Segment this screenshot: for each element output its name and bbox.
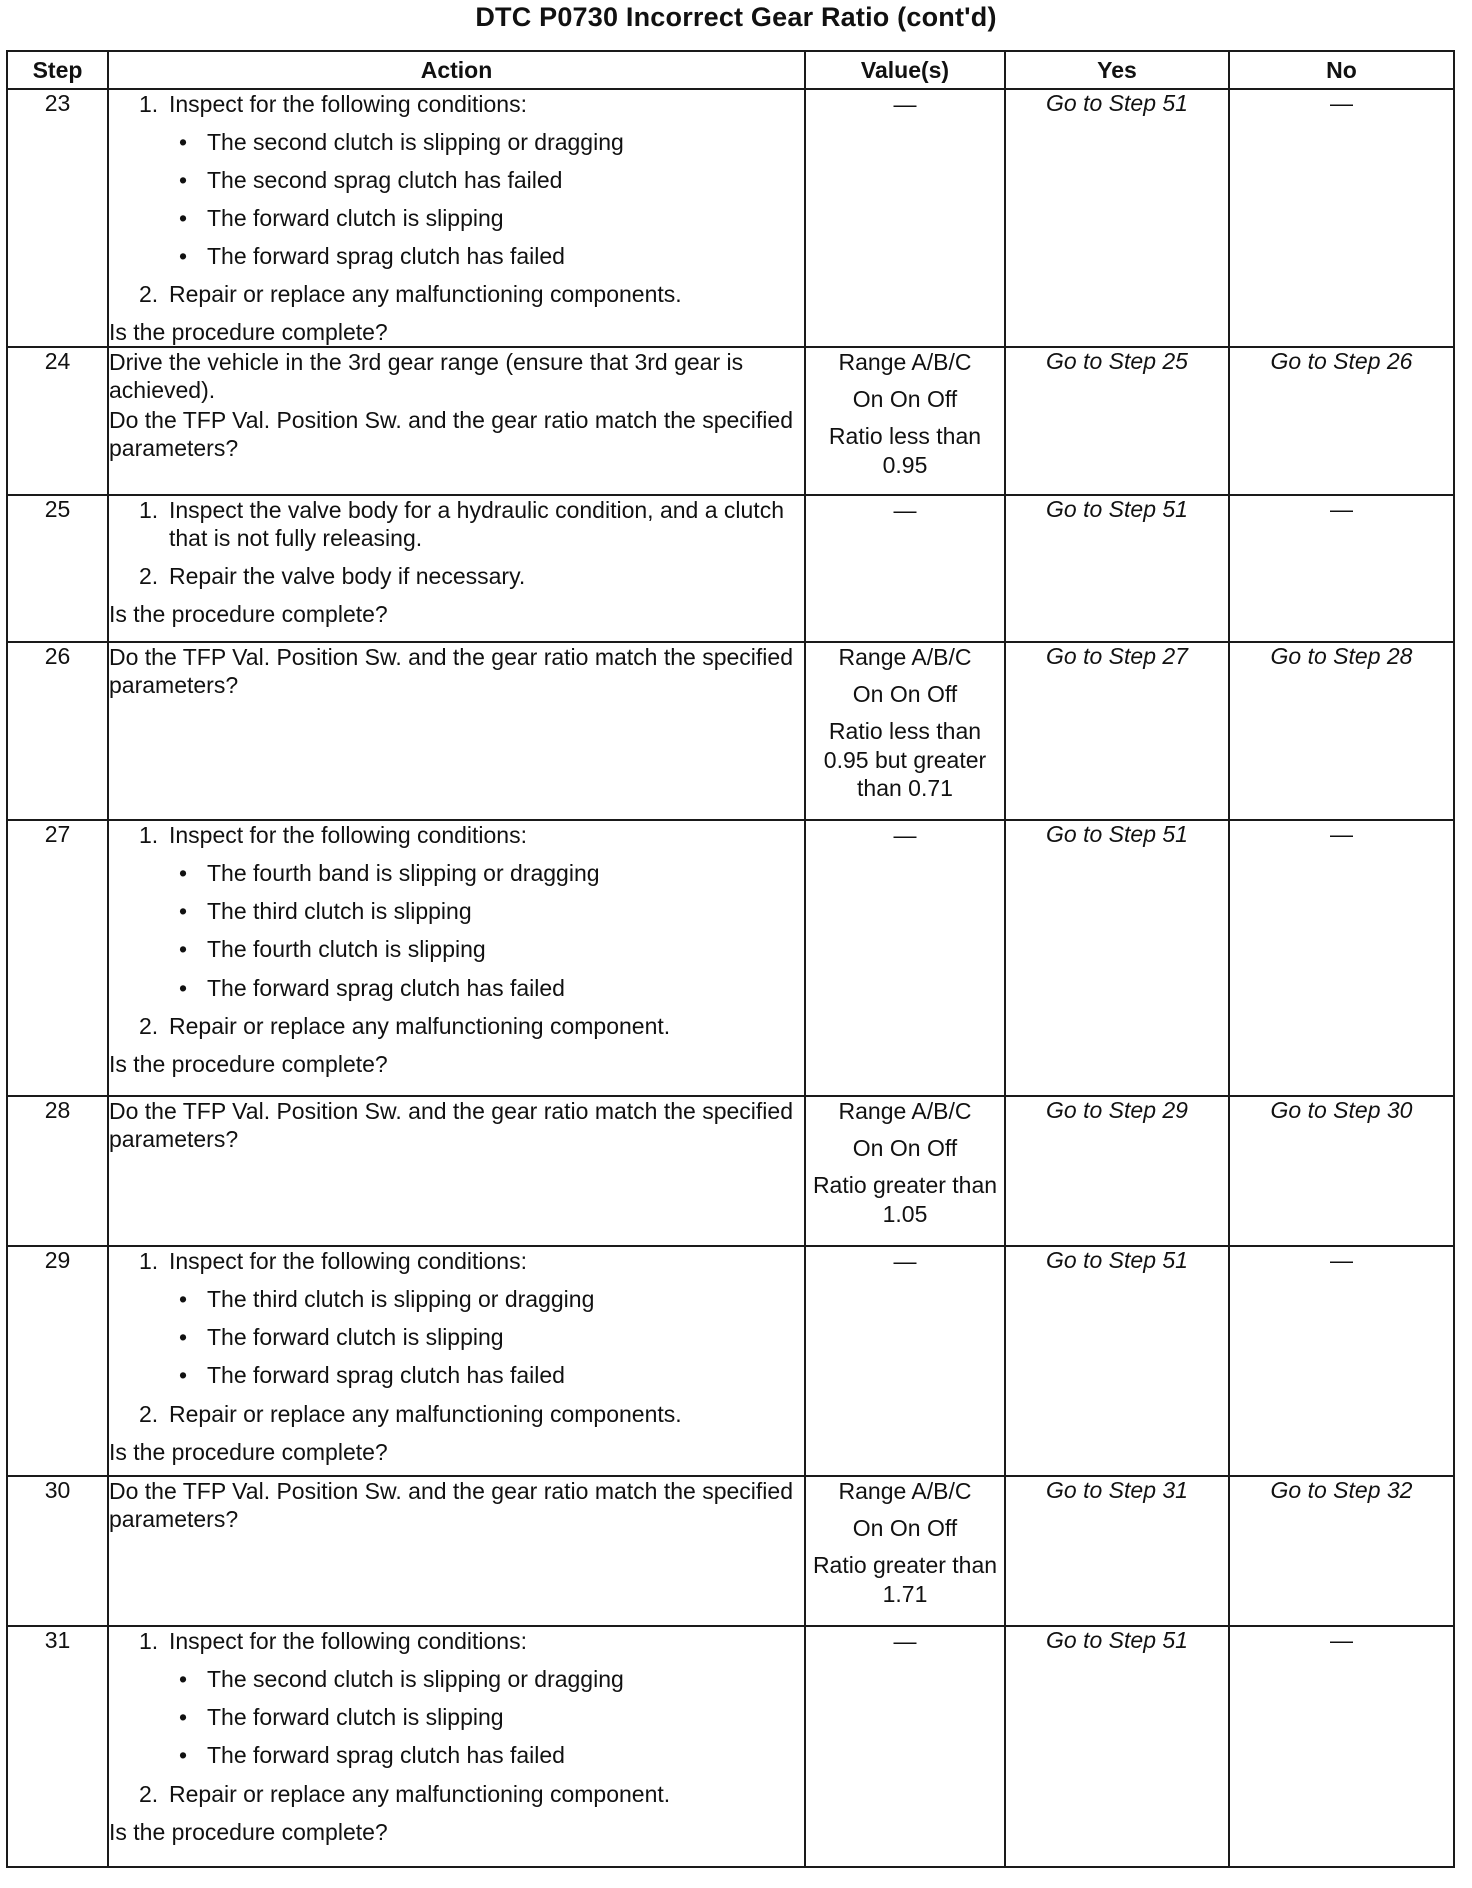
value-line: On On Off [852, 386, 958, 413]
bullet-text: The third clutch is slipping [207, 898, 472, 925]
bullet-icon: • [179, 936, 188, 963]
no-result: Go to Step 28 [1229, 642, 1454, 820]
value-line: — [893, 822, 917, 849]
yes-result: Go to Step 51 [1005, 495, 1229, 642]
bullet-item [179, 166, 804, 194]
step-number: 31 [7, 1626, 108, 1867]
table-row [7, 1476, 1454, 1626]
values-cell [805, 89, 1005, 347]
bullet-item [179, 859, 804, 887]
bullet-item [179, 1741, 804, 1769]
no-result: — [1229, 1626, 1454, 1867]
value-line: Ratio less than 0.95 [828, 422, 982, 478]
bullet-icon: • [179, 860, 188, 887]
bullet-icon: • [179, 205, 188, 232]
instruction-number: 1. [139, 91, 159, 117]
step-number: 26 [7, 642, 108, 820]
question-text: Is the procedure complete? [109, 1050, 388, 1077]
table-row [7, 347, 1454, 495]
step-number: 27 [7, 820, 108, 1096]
bullet-item [179, 1285, 804, 1313]
numbered-instruction [139, 1400, 804, 1428]
action-cell [108, 642, 805, 820]
bullet-icon: • [179, 1324, 188, 1351]
step-number: 28 [7, 1096, 108, 1246]
no-result: Go to Step 32 [1229, 1476, 1454, 1626]
question-text: Is the procedure complete? [109, 601, 388, 628]
instruction-text: Repair the valve body if necessary. [169, 563, 526, 590]
yes-result: Go to Step 51 [1005, 89, 1229, 347]
instruction-number: 2. [139, 563, 159, 590]
values-cell [805, 347, 1005, 495]
bullet-icon: • [179, 243, 188, 270]
bullet-text: The forward clutch is slipping [207, 1704, 504, 1731]
numbered-instruction [139, 1247, 804, 1275]
instruction-number: 2. [139, 281, 159, 308]
action-text: Do the TFP Val. Position Sw. and the gear ratio match the specified parameters? [109, 644, 793, 699]
value-line: Ratio greater than 1.71 [812, 1551, 998, 1607]
yes-result: Go to Step 29 [1005, 1096, 1229, 1246]
question-text: Is the procedure complete? [109, 1438, 388, 1465]
header-no: No [1229, 51, 1454, 89]
value-line: — [893, 1248, 917, 1275]
values-cell [805, 1626, 1005, 1867]
instruction-number: 1. [139, 822, 159, 849]
action-cell [108, 820, 805, 1096]
bullet-text: The forward sprag clutch has failed [207, 1742, 565, 1769]
instruction-text: Repair or replace any malfunctioning component. [169, 1780, 671, 1807]
action-cell [108, 89, 805, 347]
values-cell [805, 495, 1005, 642]
instruction-text: Inspect the valve body for a hydraulic condition, and a clutch that is not fully releasing. [169, 497, 784, 552]
numbered-instruction [139, 496, 804, 552]
instruction-number: 2. [139, 1012, 159, 1039]
yes-result: Go to Step 51 [1005, 1626, 1229, 1867]
table-row [7, 495, 1454, 642]
bullet-icon: • [179, 1666, 188, 1693]
yes-result: Go to Step 51 [1005, 1246, 1229, 1476]
question-text: Is the procedure complete? [109, 319, 388, 346]
header-action: Action [108, 51, 805, 89]
instruction-text: Inspect for the following conditions: [169, 1628, 527, 1655]
bullet-text: The fourth clutch is slipping [207, 936, 486, 963]
question-text: Is the procedure complete? [109, 1818, 388, 1845]
value-line: On On Off [852, 1515, 958, 1542]
numbered-instruction [139, 90, 804, 118]
yes-result: Go to Step 27 [1005, 642, 1229, 820]
header-step: Step [7, 51, 108, 89]
bullet-icon: • [179, 974, 188, 1001]
value-line: Range A/B/C [838, 644, 972, 671]
header-values: Value(s) [805, 51, 1005, 89]
instruction-number: 2. [139, 1400, 159, 1427]
bullet-item [179, 242, 804, 270]
instruction-text: Repair or replace any malfunctioning components. [169, 281, 682, 308]
step-number: 24 [7, 347, 108, 495]
action-cell [108, 495, 805, 642]
step-number: 25 [7, 495, 108, 642]
value-line: Range A/B/C [838, 1098, 972, 1125]
values-cell [805, 1096, 1005, 1246]
instruction-text: Repair or replace any malfunctioning component. [169, 1012, 671, 1039]
value-line: — [893, 91, 917, 117]
bullet-text: The second clutch is slipping or dragging [207, 1666, 624, 1693]
bullet-item [179, 1665, 804, 1693]
table-row [7, 1246, 1454, 1476]
step-number: 30 [7, 1476, 108, 1626]
values-cell [805, 1246, 1005, 1476]
no-result: — [1229, 1246, 1454, 1476]
action-cell [108, 347, 805, 495]
instruction-text: Inspect for the following conditions: [169, 822, 527, 849]
bullet-text: The forward sprag clutch has failed [207, 974, 565, 1001]
bullet-icon: • [179, 1704, 188, 1731]
numbered-instruction [139, 1012, 804, 1040]
table-row [7, 642, 1454, 820]
bullet-icon: • [179, 167, 188, 194]
bullet-text: The forward clutch is slipping [207, 1324, 504, 1351]
bullet-item [179, 935, 804, 963]
bullet-item [179, 1703, 804, 1731]
table-row [7, 1626, 1454, 1867]
value-line: On On Off [852, 1135, 958, 1162]
bullet-item [179, 128, 804, 156]
instruction-text: Inspect for the following conditions: [169, 1248, 527, 1275]
bullet-text: The forward sprag clutch has failed [207, 243, 565, 270]
table-row [7, 820, 1454, 1096]
instruction-text: Repair or replace any malfunctioning components. [169, 1400, 682, 1427]
table-body [7, 89, 1454, 1867]
yes-result: Go to Step 25 [1005, 347, 1229, 495]
value-line: On On Off [852, 681, 958, 708]
bullet-item [179, 1323, 804, 1351]
action-text: Do the TFP Val. Position Sw. and the gear ratio match the specified parameters? [109, 1098, 793, 1153]
bullet-text: The third clutch is slipping or dragging [207, 1286, 595, 1313]
page-title: DTC P0730 Incorrect Gear Ratio (cont'd) [475, 2, 997, 32]
numbered-instruction [139, 821, 804, 849]
action-cell [108, 1096, 805, 1246]
bullet-item [179, 897, 804, 925]
instruction-number: 2. [139, 1780, 159, 1807]
bullet-icon: • [179, 1286, 188, 1313]
action-text: Drive the vehicle in the 3rd gear range (ensure that 3rd gear is achieved). [109, 349, 744, 404]
values-cell [805, 642, 1005, 820]
yes-result: Go to Step 51 [1005, 820, 1229, 1096]
no-result: Go to Step 26 [1229, 347, 1454, 495]
value-line: Ratio less than 0.95 but greater than 0.71 [823, 717, 987, 802]
no-result: — [1229, 495, 1454, 642]
no-result: — [1229, 89, 1454, 347]
instruction-number: 1. [139, 1628, 159, 1655]
bullet-text: The fourth band is slipping or dragging [207, 860, 600, 887]
table-header-row [7, 51, 1454, 89]
action-cell [108, 1246, 805, 1476]
numbered-instruction [139, 562, 804, 590]
yes-result: Go to Step 31 [1005, 1476, 1229, 1626]
no-result: Go to Step 30 [1229, 1096, 1454, 1246]
step-number: 23 [7, 89, 108, 347]
action-cell [108, 1626, 805, 1867]
action-text: Do the TFP Val. Position Sw. and the gear ratio match the specified parameters? [109, 407, 793, 462]
bullet-icon: • [179, 898, 188, 925]
step-number: 29 [7, 1246, 108, 1476]
no-result: — [1229, 820, 1454, 1096]
instruction-number: 1. [139, 497, 159, 524]
procedure-table [6, 50, 1455, 1868]
bullet-item [179, 1361, 804, 1389]
bullet-text: The forward sprag clutch has failed [207, 1362, 565, 1389]
bullet-text: The second sprag clutch has failed [207, 167, 563, 194]
table-row [7, 1096, 1454, 1246]
bullet-text: The forward clutch is slipping [207, 205, 504, 232]
value-line: Ratio greater than 1.05 [812, 1171, 998, 1227]
action-cell [108, 1476, 805, 1626]
bullet-item [179, 204, 804, 232]
values-cell [805, 1476, 1005, 1626]
bullet-item [179, 974, 804, 1002]
numbered-instruction [139, 1627, 804, 1655]
value-line: Range A/B/C [838, 349, 972, 376]
value-line: — [893, 497, 917, 524]
value-line: Range A/B/C [838, 1478, 972, 1505]
numbered-instruction [139, 1780, 804, 1808]
bullet-text: The second clutch is slipping or dragging [207, 129, 624, 156]
header-yes: Yes [1005, 51, 1229, 89]
instruction-text: Inspect for the following conditions: [169, 91, 527, 117]
table-row [7, 89, 1454, 347]
instruction-number: 1. [139, 1248, 159, 1275]
value-line: — [893, 1628, 917, 1655]
bullet-icon: • [179, 129, 188, 156]
bullet-icon: • [179, 1742, 188, 1769]
bullet-icon: • [179, 1362, 188, 1389]
action-text: Do the TFP Val. Position Sw. and the gear ratio match the specified parameters? [109, 1478, 793, 1533]
values-cell [805, 820, 1005, 1096]
numbered-instruction [139, 280, 804, 308]
